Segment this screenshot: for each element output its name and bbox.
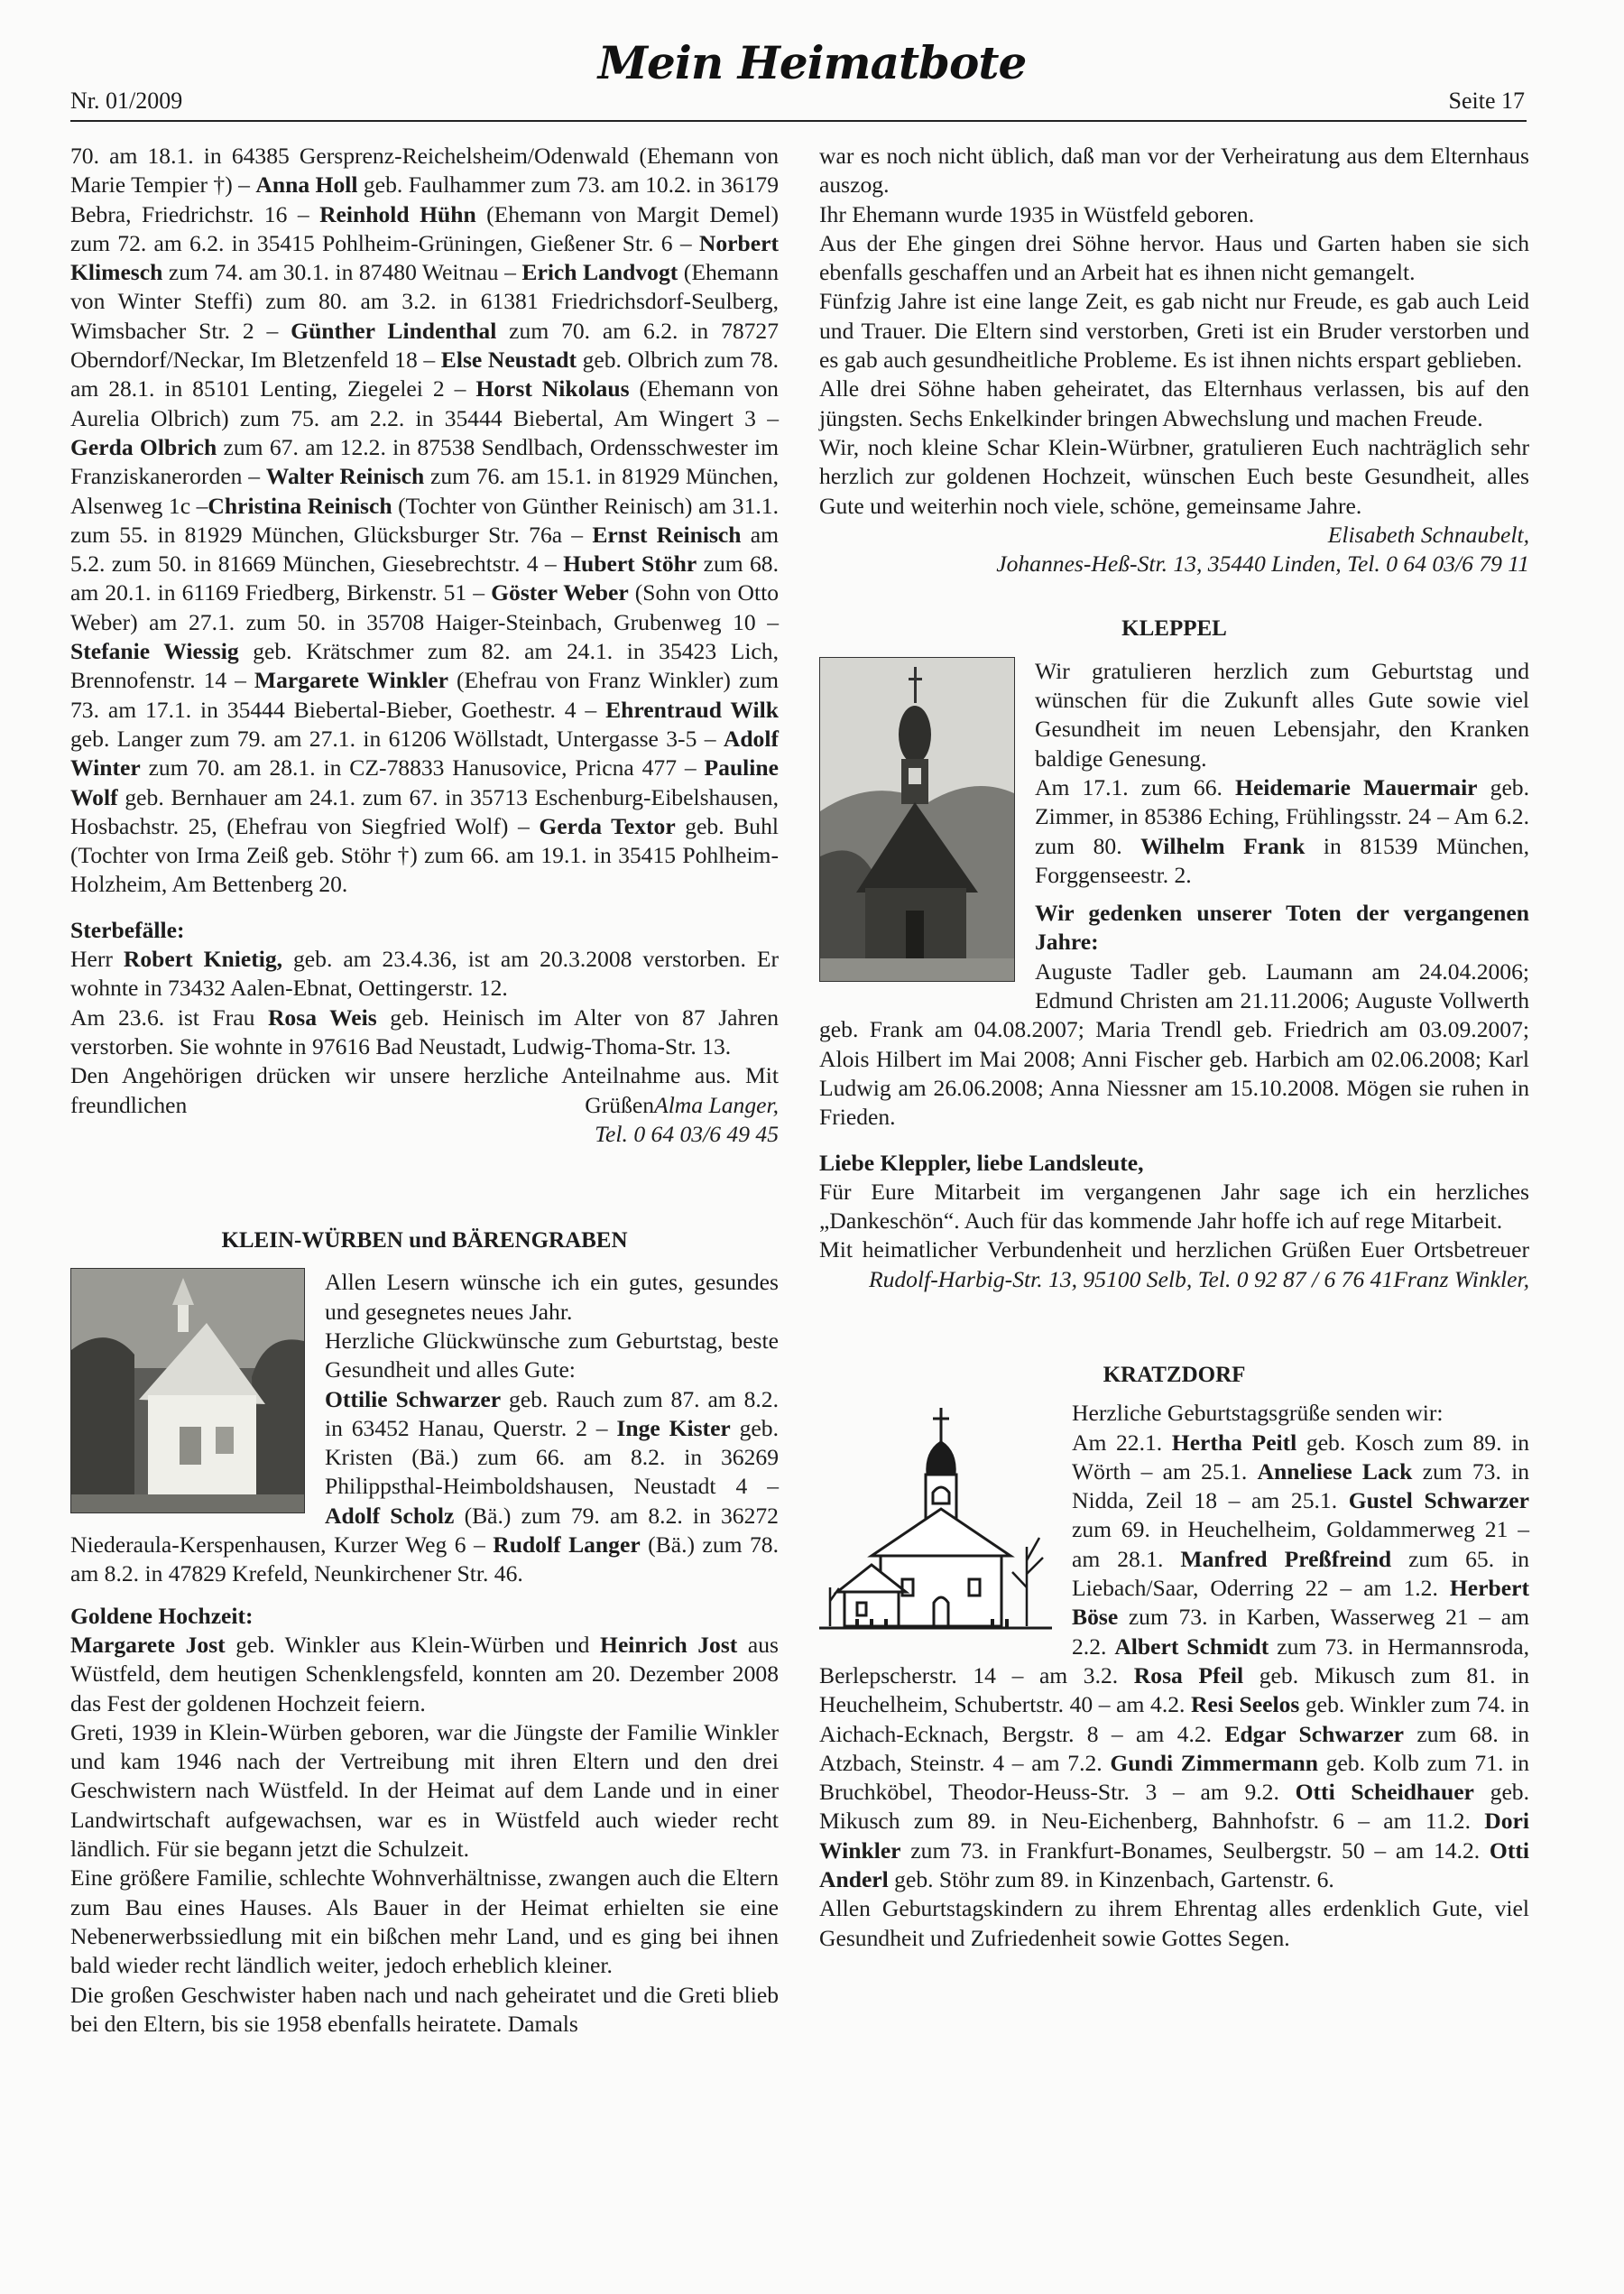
church-line-drawing	[819, 1402, 1052, 1646]
golden-wedding-heading: Goldene Hochzeit:	[70, 1602, 254, 1629]
kleppel-dead-list: Auguste Tadler geb. Laumann am 24.04.2006; Edmund Christen am 21.11.2006; Auguste Vollwerth geb. Frank am 04.08.2007; Maria Trendl geb. Friedrich am 03.09.2007; Alois Hilbert im Mai 2008; Anni Fischer geb. Harbich am 02.06.2008; Karl Ludwig am 26.06.2008; Anna Niessner am 15.10.2008. Mögen sie ruhen in Frieden.	[819, 957, 1529, 1131]
golden-wedding-p1: Margarete Jost geb. Winkler aus Klein-Würben und Heinrich Jost aus Wüstfeld, dem heutigen Schenklengsfeld, konnten am 20. Dezember 2008 das Fest der goldenen Hochzeit feiern.	[70, 1631, 780, 1716]
golden-cont-5: Alle drei Söhne haben geheiratet, das Elternhaus verlassen, bis auf den jüngsten. Sechs Enkelkinder bringen Abwechslung und machen Freude.	[819, 375, 1529, 431]
golden-wedding-p2: Greti, 1939 in Klein-Würben geboren, war die Jüngste der Familie Winkler und kam 1946 nach der Vertreibung mit ihren Eltern und den drei Geschwistern nach Wüstfeld. In der Heimat auf dem Lande und in einer Landwirtschaft aufgewachsen, war es in Wüstfeld auch wieder recht ländlich. Für sie begann jetzt die Schulzeit.	[70, 1718, 779, 1863]
kratzdorf-birthdays: Am 22.1. Hertha Peitl geb. Kosch zum 89. in Wörth – am 25.1. Anneliese Lack zum 73. in Nidda, Zeil 18 – am 25.1. Gustel Schwarzer zum 69. in Heuchelheim, Goldammerweg 21 – am 28.1. Manfred Preßfreind zum 65. in Liebach/Saar, Oderring 22 – am 1.2. Herbert Böse zum 73. in Karben, Wasserweg 21 – am 2.2. Albert Schmidt zum 73. in Hermannsroda, Berlepscherstr. 14 – am 3.2. Rosa Pfeil geb. Mikusch zum 81. in Heuchelheim, Schubertstr. 40 – am 4.2. Resi Seelos geb. Winkler zum 74. in Aichach-Ecknach, Bergstr. 8 – am 4.2. Edgar Schwarzer zum 68. in Atzbach, Steinstr. 4 – am 7.2. Gundi Zimmermann geb. Kolb zum 71. in Bruchköbel, Theodor-Heuss-Str. 3 – am 9.2. Otti Scheidhauer geb. Mikusch zum 89. in Neu-Eichenberg, Bahnhofstr. 6 – am 11.2. Dori Winkler zum 73. in Frankfurt-Bonames, Seulbergstr. 50 – am 14.2. Otti Anderl geb. Stöhr zum 89. in Kinzenbach, Gartenstr. 6.	[819, 1429, 1530, 1893]
left-column	[70, 142, 779, 2039]
section-heading-kleppel: KLEPPEL	[1121, 616, 1227, 642]
golden-cont-2: Ihr Ehemann wurde 1935 in Wüstfeld geboren.	[819, 200, 1255, 227]
chapel-photo-kleppel	[819, 657, 1015, 982]
condolence-signature-name: Alma Langer,	[654, 1091, 779, 1118]
death-notice-1: Herr Robert Knietig, geb. am 23.4.36, ist am 20.3.2008 verstorben. Er wohnte in 73432 Aalen-Ebnat, Oettingerstr. 12.	[70, 946, 779, 1002]
birthdays-list: 70. am 18.1. in 64385 Gersprenz-Reichelsheim/Odenwald (Ehemann von Marie Tempier †) – Anna Holl geb. Faulhammer zum 73. am 10.2. in 36179 Bebra, Friedrichstr. 16 – Reinhold Hühn (Ehemann von Margit Demel) zum 72. am 6.2. in 35415 Pohlheim-Grüningen, Gießener Str. 6 – Norbert Klimesch zum 74. am 30.1. in 87480 Weitnau – Erich Landvogt (Ehemann von Winter Steffi) zum 80. am 3.2. in 61381 Friedrichsdorf-Seulberg, Wimsbacher Str. 2 – Günther Lindenthal zum 70. am 6.2. in 78727 Oberndorf/Neckar, Im Bletzenfeld 18 – Else Neustadt geb. Olbrich zum 78. am 28.1. in 85101 Lenting, Ziegelei 2 – Horst Nikolaus (Ehemann von Aurelia Olbrich) zum 75. am 2.2. in 35444 Biebertal, Am Wingert 3 – Gerda Olbrich zum 67. am 12.2. in 87538 Sendlbach, Ordensschwester im Franziskanerorden – Walter Reinisch zum 76. am 15.1. in 81929 München, Alsenweg 1c –Christina Reinisch (Tochter von Günther Reinisch) am 31.1. zum 55. in 81929 München, Glücksburger Str. 76a – Ernst Reinisch am 5.2. zum 50. in 81669 München, Giesebrechtstr. 4 – Hubert Stöhr zum 68. am 20.1. in 61169 Friedberg, Birkenstr. 51 – Göster Weber (Sohn von Otto Weber) am 27.1. zum 50. in 35708 Haiger-Steinbach, Grubenweg 10 – Stefanie Wiessig geb. Krätschmer zum 82. am 24.1. in 35423 Lich, Brennofenstr. 14 – Margarete Winkler (Ehefrau von Franz Winkler) zum 73. am 17.1. in 35444 Biebertal-Bieber, Goethestr. 4 – Ehrentraud Wilk geb. Langer zum 79. am 27.1. in 61206 Wöllstadt, Untergasse 3-5 – Adolf Winter zum 70. am 28.1. in CZ-78833 Hanusovice, Pricna 477 – Pauline Wolf geb. Bernhauer am 24.1. zum 67. in 35713 Eschenburg-Eibelshausen, Hosbachstr. 25, (Ehefrau von Siegfried Wolf) – Gerda Textor geb. Buhl (Tochter von Irma Zeiß geb. Stöhr †) zum 66. am 19.1. in 35415 Pohlheim-Holzheim, Am Bettenberg 20.	[70, 143, 780, 898]
section-heading-kratzdorf: KRATZDORF	[1103, 1362, 1246, 1387]
kleppel-thanks-heading: Liebe Kleppler, liebe Landsleute,	[819, 1149, 1144, 1176]
issue-number: Nr. 01/2009	[70, 88, 183, 114]
golden-signature-address: Johannes-Heß-Str. 13, 35440 Linden, Tel. 0 64 03/6 79 11	[996, 550, 1529, 578]
kleppel-greeting: Wir gratulieren herzlich zum Geburtstag und wünschen für die Zukunft alles Gute sowie viel Gesundheit im neuen Lebensjahr, den Kranken baldige Genesung.	[1035, 657, 1529, 772]
kw-birthdays: Ottilie Schwarzer geb. Rauch zum 87. am 8.2. in 63452 Hanau, Querstr. 2 – Inge Kister geb. Kristen (Bä.) zum 66. am 8.2. in 36269 Philippsthal-Heimboldshausen, Neustadt 4 – Adolf Scholz (Bä.) zum 79. am 8.2. in 36272 Niederaula-Kerspenhausen, Kurzer Weg 6 – Rudolf Langer (Bä.) zum 78. am 8.2. in 47829 Krefeld, Neunkirchener Str. 46.	[70, 1385, 780, 1587]
golden-cont-6: Wir, noch kleine Schar Klein-Würbner, gratulieren Euch nachträglich sehr herzlich zur goldenen Hochzeit, wünschen Euch beste Gesundheit, alles Gute und weiterhin noch viele, schöne, gemeinsame Jahre.	[819, 433, 1529, 519]
condolence-body: Den Angehörigen drücken wir unsere herzliche Anteilnahme aus. Mit freundlichen Grüßen	[70, 1062, 779, 1118]
death-notice-2: Am 23.6. ist Frau Rosa Weis geb. Heinisch im Alter von 87 Jahren verstorben. Sie wohnte in 97616 Bad Neustadt, Ludwig-Thoma-Str. 13.	[70, 1004, 779, 1059]
condolence-signature-tel: Tel. 0 64 03/6 49 45	[595, 1120, 779, 1147]
condolence-text	[70, 1061, 779, 1120]
golden-wedding-p4: Die großen Geschwister haben nach und nach geheiratet und die Greti blieb bei den Eltern, bis sie 1958 ebenfalls heiratete. Damals	[70, 1981, 779, 2037]
wooden-chapel-drawing	[820, 658, 1014, 981]
kratzdorf-intro: Herzliche Geburtstagsgrüße senden wir:	[1072, 1400, 1444, 1427]
golden-wedding-p3: Eine größere Familie, schlechte Wohnverhältnisse, zwangen auch die Eltern zum Bau eines Hauses. Als Bauer in der Heimat erhielten sie eine Nebenerwerbssiedlung mit ein bißchen mehr Land, und es ging bei ihnen bald wieder recht ländlich weiter, jedoch erheblich kleiner.	[70, 1864, 779, 1979]
kleppel-signature-address: Rudolf-Harbig-Str. 13, 95100 Selb, Tel. 0 92 87 / 6 76 41	[868, 1265, 1394, 1292]
kw-intro: Herzliche Glückwünsche zum Geburtstag, beste Gesundheit und alles Gute:	[325, 1327, 779, 1383]
chapel-photo-klein-wuerben	[70, 1268, 305, 1513]
golden-cont-4: Fünfzig Jahre ist eine lange Zeit, es gab nicht nur Freude, es gab auch Leid und Trauer. Die Eltern sind verstorben, Greti ist ein Bruder verstorben und es gab auch gesundheitliche Probleme. Es ist ihnen nichts erspart geblieben.	[819, 288, 1529, 374]
golden-signature-name: Elisabeth Schnaubelt,	[1327, 521, 1529, 548]
header-rule	[70, 120, 1527, 122]
kleppel-thanks-p1: Für Eure Mitarbeit im vergangenen Jahr sage ich ein herzliches „Dankeschön“. Auch für das kommende Jahr hoffe ich auf rege Mitarbeit.	[819, 1178, 1529, 1235]
church-drawing-kratzdorf	[819, 1402, 1052, 1646]
golden-cont-3: Aus der Ehe gingen drei Söhne hervor. Haus und Garten haben sie sich ebenfalls geschaffen und an Arbeit hat es ihnen nicht gemangelt.	[819, 229, 1529, 286]
kleppel-dead-heading: Wir gedenken unserer Toten der vergangenen Jahre:	[1035, 900, 1529, 956]
section-heading-klein-wuerben: KLEIN-WÜRBEN und BÄRENGRABEN	[221, 1228, 628, 1253]
kratzdorf-closing: Allen Geburtstagskindern zu ihrem Ehrentag alles erdenklich Gute, viel Gesundheit und Zufriedenheit sowie Gottes Segen.	[819, 1895, 1529, 1951]
chapel-photo-drawing	[71, 1269, 304, 1512]
deaths-heading: Sterbefälle:	[70, 916, 185, 943]
kw-greeting: Allen Lesern wünsche ich ein gutes, gesundes und gesegnetes neues Jahr.	[325, 1269, 779, 1325]
kleppel-thanks-p2: Mit heimatlicher Verbundenheit und herzlichen Grüßen Euer Ortsbetreuer	[819, 1236, 1529, 1263]
masthead-logo: Mein Heimatbote	[597, 36, 1027, 89]
kleppel-signature-name: Franz Winkler,	[1393, 1265, 1529, 1292]
golden-cont-1: war es noch nicht üblich, daß man vor der Verheiratung aus dem Elternhaus auszog.	[819, 143, 1529, 199]
kleppel-birthdays: Am 17.1. zum 66. Heidemarie Mauermair geb. Zimmer, in 85386 Eching, Frühlingsstr. 24 – Am 6.2. zum 80. Wilhelm Frank in 81539 München, Forggenseestr. 2.	[1035, 773, 1529, 888]
page-number: Seite 17	[1448, 88, 1525, 114]
right-column	[819, 142, 1529, 1953]
